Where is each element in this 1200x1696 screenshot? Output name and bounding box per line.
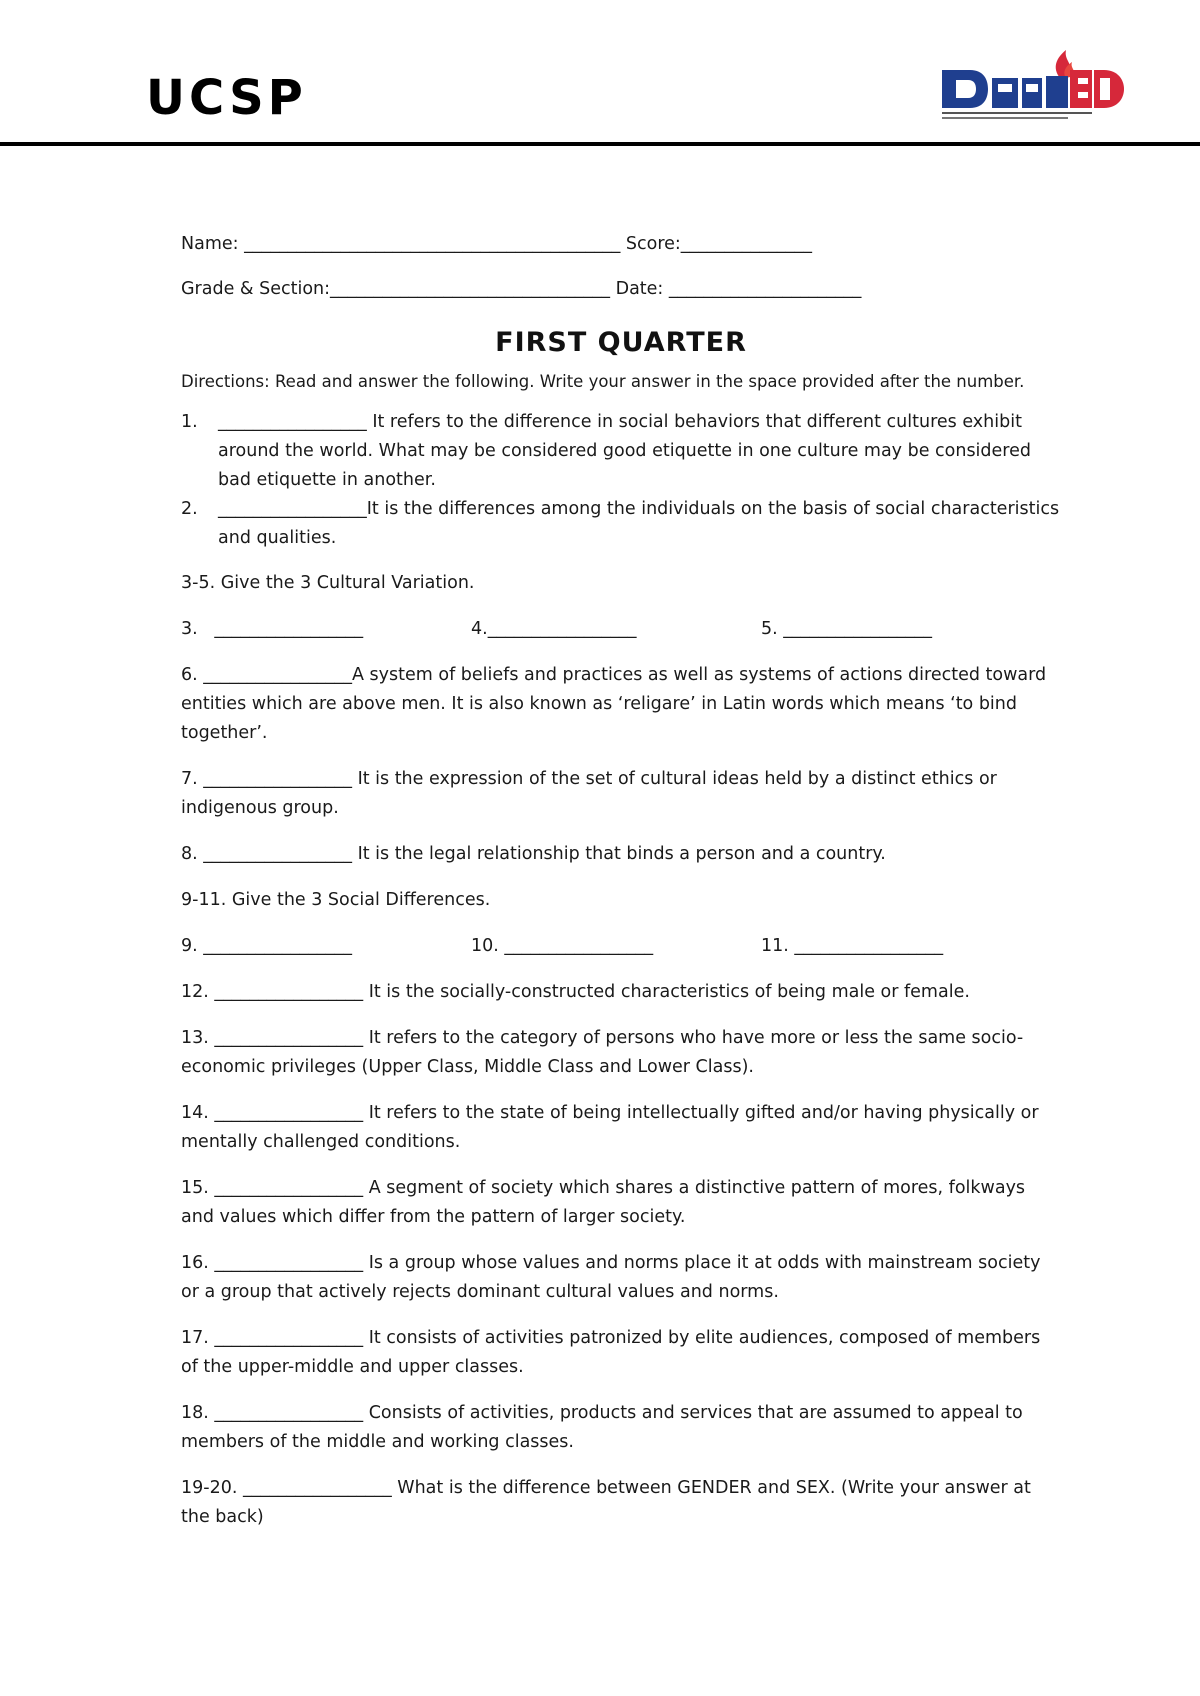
item-number: 1. [181,412,198,432]
question-19-20: 19-20. _________________ What is the difference between GENDER and SEX. (Write your answer at the back) [181,1478,1031,1527]
question-6: 6. _________________A system of beliefs and practices as well as systems of actions directed toward entities which are above men. It is also known as ‘religare’ in Latin words which means ‘to bind together’. [181,665,1047,743]
document-header [0,0,1200,150]
question-13: 13. _________________ It refers to the category of persons who have more or less the same socio-economic privileges (Upper Class, Middle Class and Lower Class). [181,1028,1024,1077]
subject-title: UCSP [146,70,307,126]
grade-date-line: Grade & Section:________________________________ Date: ______________________ [181,279,862,299]
list-item [181,495,1061,553]
question-12: 12. _________________ It is the socially-constructed characteristics of being male or female. [181,982,970,1002]
numbered-list [181,408,1061,553]
item-text: _________________ It refers to the difference in social behaviors that different cultures exhibit around the world. What may be considered good etiquette in one culture may be considered bad etiquette in another. [218,412,1031,490]
answer-blank-4: 4._________________ [471,619,637,639]
answer-blank-9: 9. _________________ [181,936,353,956]
header-rule [0,142,1200,146]
question-8: 8. _________________ It is the legal relationship that binds a person and a country. [181,844,886,864]
item-text: _________________It is the differences among the individuals on the basis of social characteristics and qualities. [218,499,1060,548]
answer-blank-10: 10. _________________ [471,936,654,956]
question-7: 7. _________________ It is the expression of the set of cultural ideas held by a distinct ethics or indigenous group. [181,769,997,818]
question-14: 14. _________________ It refers to the state of being intellectually gifted and/or having physically or mentally challenged conditions. [181,1103,1039,1152]
question-3-5-prompt: 3-5. Give the 3 Cultural Variation. [181,573,475,593]
question-9-11-blanks [181,932,1061,961]
worksheet-body [181,230,1061,1549]
answer-blank-5: 5. _________________ [761,619,933,639]
deped-logo [940,48,1126,132]
page-title: FIRST QUARTER [495,327,747,358]
item-number: 2. [181,499,198,519]
question-15: 15. _________________ A segment of society which shares a distinctive pattern of mores, folkways and values which differ from the pattern of larger society. [181,1178,1026,1227]
question-16: 16. _________________ Is a group whose values and norms place it at odds with mainstream society or a group that actively rejects dominant cultural values and norms. [181,1253,1041,1302]
question-3-5-blanks [181,615,1061,644]
answer-blank-3: 3. _________________ [181,619,364,639]
question-17: 17. _________________ It consists of activities patronized by elite audiences, composed of members of the upper-middle and upper classes. [181,1328,1041,1377]
answer-blank-11: 11. _________________ [761,936,944,956]
question-18: 18. _________________ Consists of activities, products and services that are assumed to appeal to members of the middle and working classes. [181,1403,1023,1452]
list-item [181,408,1061,495]
name-score-line: Name: ___________________________________________ Score:_______________ [181,234,813,254]
directions-text: Directions: Read and answer the following. Write your answer in the space provided after the number. [181,372,1025,391]
question-9-11-prompt: 9-11. Give the 3 Social Differences. [181,890,491,910]
